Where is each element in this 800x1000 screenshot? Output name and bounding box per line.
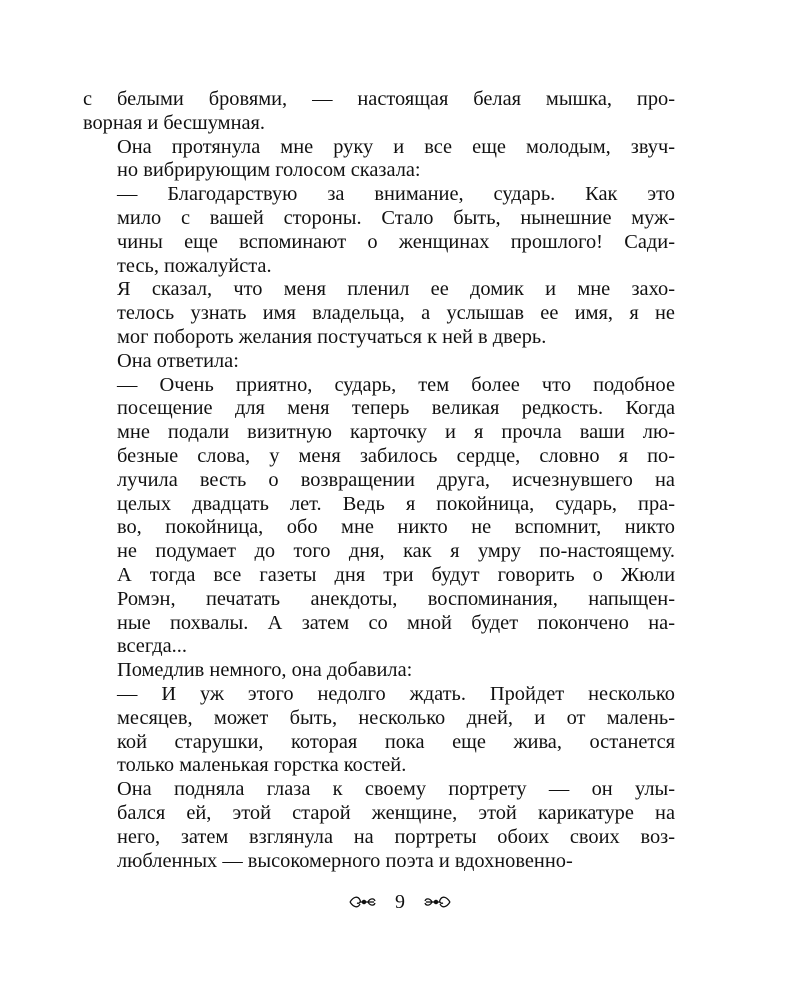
text-line: Помедлив немного, она добавила: [117,659,413,682]
paragraph [83,778,675,873]
text-line: целых двадцать лет. Ведь я покойница, сударь, пра- [117,492,675,515]
text-line: — Благодарствую за внимание, сударь. Как это [117,183,675,206]
paragraph [83,136,675,184]
paragraph [83,88,675,136]
paragraph [83,683,675,778]
paragraph [83,183,675,278]
text-line: Она ответила: [117,349,239,372]
text-line: Ромэн, печатать анекдоты, воспоминания, напыщен- [117,587,675,610]
text-line: тесь, пожалуйста. [117,254,272,277]
text-line: Она подняла глаза к своему портрету — он улы- [117,778,675,801]
text-line: во, покойница, обо мне никто не вспомнит, никто [117,516,675,539]
text-line: посещение для меня теперь великая редкость. Когда [117,397,675,420]
text-line: ные похвалы. А затем со мной будет покончено на- [117,611,675,634]
text-line: Она протянула мне руку и все еще молодым, звуч- [117,135,675,158]
text-line: любленных — высокомерного поэта и вдохновенно- [117,849,573,872]
paragraph [83,350,675,374]
paragraph [83,659,675,683]
paragraph [83,278,675,349]
floral-ornament-right-icon [422,892,452,912]
page-number: 9 [395,890,405,913]
text-line: месяцев, может быть, несколько дней, и от малень- [117,706,675,729]
text-line: мог побороть желания постучаться к ней в дверь. [117,325,547,348]
text-line: только маленькая горстка костей. [117,754,407,777]
text-line: с белыми бровями, — настоящая белая мышка, про- [83,88,675,110]
text-line: А тогда все газеты дня три будут говорить о Жюли [117,563,675,586]
page-body-text [83,88,675,873]
text-line: безные слова, у меня забилось сердце, словно я по- [117,444,675,467]
floral-ornament-left-icon [348,892,378,912]
text-line: — Очень приятно, сударь, тем более что подобное [117,373,675,396]
text-line: Я сказал, что меня пленил ее домик и мне захо- [117,278,675,301]
text-line: не подумает до того дня, как я умру по-настоящему. [117,540,675,563]
text-line: мне подали визитную карточку и я прочла ваши лю- [117,421,675,444]
text-line: мило с вашей стороны. Стало быть, нынешние муж- [117,206,675,229]
paragraph [83,374,675,660]
text-line: него, затем взглянула на портреты обоих своих воз- [117,825,675,848]
page-footer [0,890,800,914]
text-line: лучила весть о возвращении друга, исчезнувшего на [117,468,675,491]
text-line: ворная и бесшумная. [83,111,266,134]
text-line: кой старушки, которая пока еще жива, останется [117,730,675,753]
text-line: бался ей, этой старой женщине, этой карикатуре на [117,801,675,824]
text-line: всегда... [117,635,187,658]
text-line: — И уж этого недолго ждать. Пройдет несколько [117,682,675,705]
text-line: телось узнать имя владельца, а услышав ее имя, я не [117,302,675,325]
text-line: но вибрирующим голосом сказала: [117,159,421,182]
text-line: чины еще вспоминают о женщинах прошлого! Сади- [117,230,675,253]
